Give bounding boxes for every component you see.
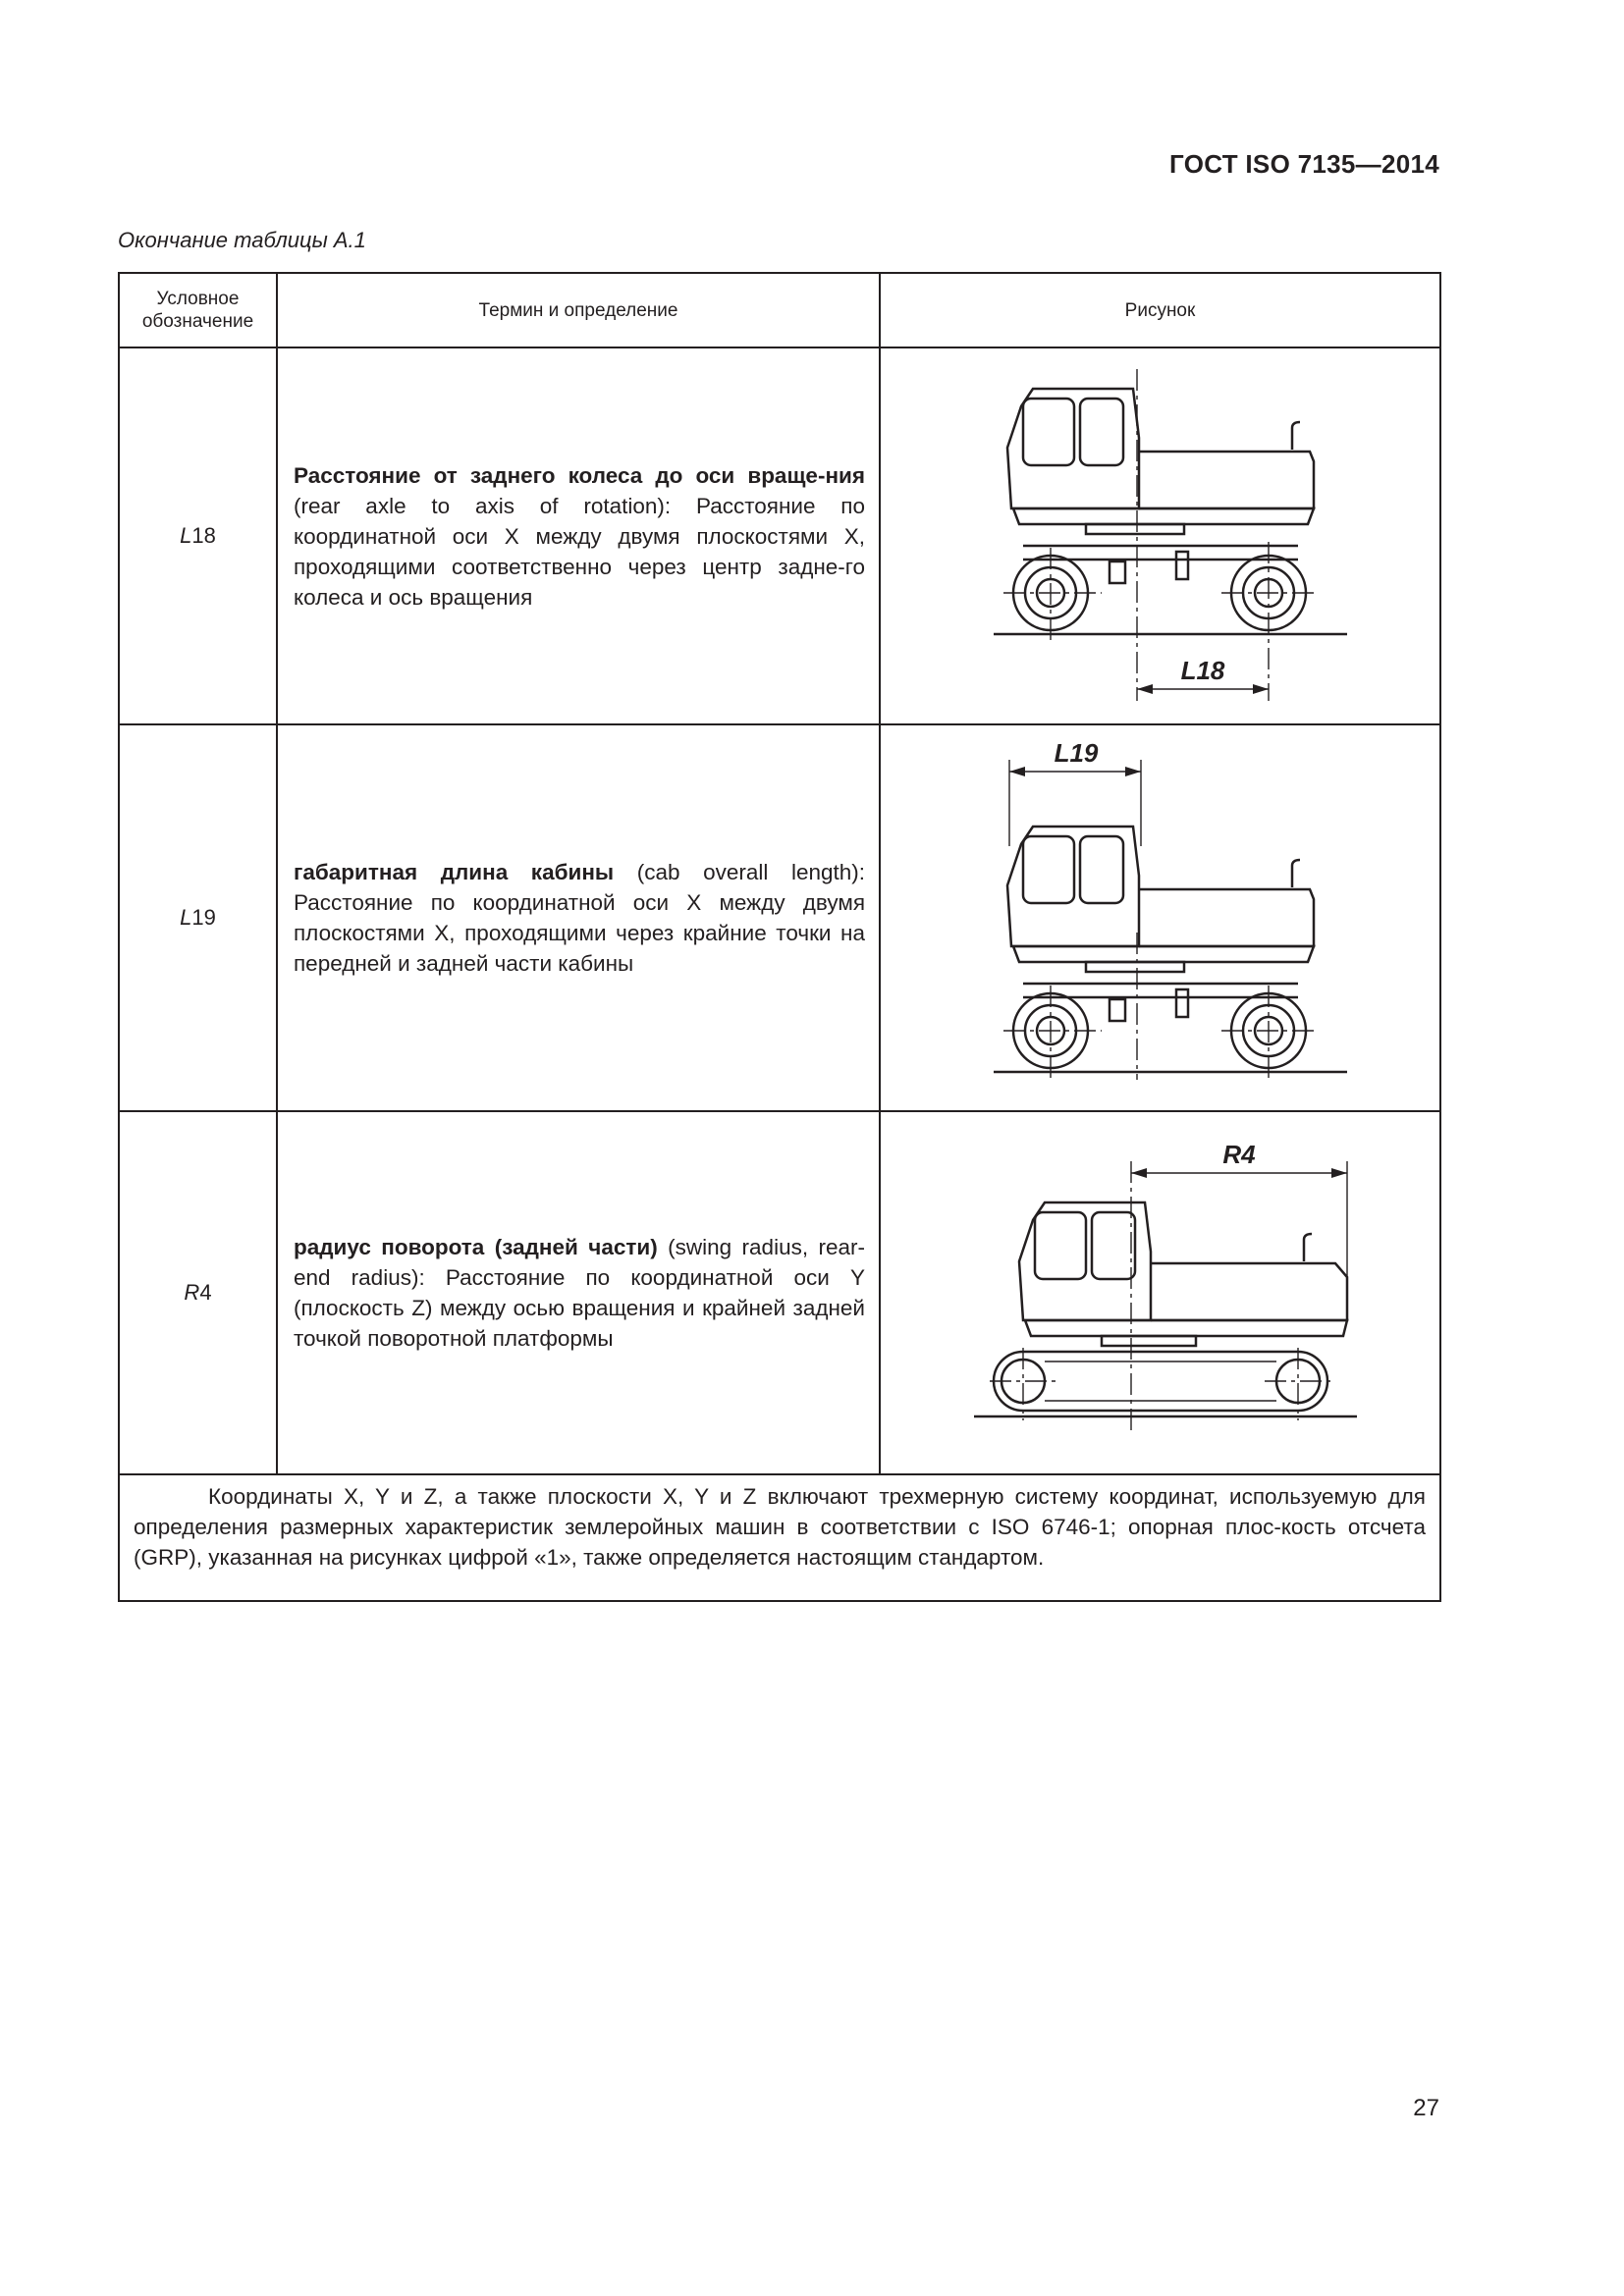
figure-wheeled-rear-axle bbox=[964, 359, 1357, 713]
exhaust-pipe bbox=[1304, 1234, 1312, 1261]
track-frame bbox=[1045, 1362, 1276, 1401]
symbol-letter: L bbox=[180, 905, 192, 930]
note-text: Координаты X, Y и Z, а также плоскости X, Y и Z включают трехмерную систему координат, используемую для определения размерных характеристик землеройных машин в соответствии с ISO 6746-1; опорная плос-кость отсчета (GRP), указанная на рисунках цифрой «1», также определяется настоящим стандартом. bbox=[134, 1484, 1426, 1570]
table-row bbox=[119, 1111, 1440, 1474]
symbol-number: 4 bbox=[199, 1280, 212, 1305]
symbol-cell bbox=[119, 724, 277, 1111]
dimension-label: R4 bbox=[1221, 1140, 1256, 1169]
term-definition: (cab overall length): Расстояние по координатной оси X между двумя плоскостями X, проходящими через крайние точки на передней и задней части кабины bbox=[294, 860, 865, 976]
exhaust-pipe bbox=[1292, 860, 1300, 887]
symbol-number: 19 bbox=[191, 905, 216, 930]
symbol-letter: L bbox=[180, 523, 192, 548]
table-note bbox=[119, 1474, 1440, 1601]
column-header-symbol bbox=[119, 273, 277, 347]
definition-cell bbox=[277, 1111, 880, 1474]
page-number: 27 bbox=[1413, 2095, 1439, 2121]
center-joint bbox=[1110, 561, 1125, 583]
cab-window-rear bbox=[1080, 399, 1123, 465]
column-header-symbol-label: Условное обозначение bbox=[141, 289, 254, 332]
term-name: Расстояние от заднего колеса до оси враще-ния bbox=[294, 462, 865, 488]
term-name: радиус поворота (задней части) bbox=[294, 1235, 658, 1259]
figure-cell bbox=[880, 724, 1440, 1111]
definition-cell bbox=[277, 347, 880, 724]
cab-window-rear bbox=[1080, 836, 1123, 903]
turntable-ring bbox=[1086, 524, 1184, 534]
upper-frame bbox=[1013, 508, 1314, 524]
term-definition: (swing radius, rear-end radius): Расстояние по координатной оси Y (плоскость Z) между осью вращения и крайней задней точкой поворотной платформы bbox=[294, 1235, 865, 1351]
turntable-ring bbox=[1086, 962, 1184, 972]
column-header-term: Термин и определение bbox=[277, 273, 880, 347]
column-header-figure: Рисунок bbox=[880, 273, 1440, 347]
symbol-letter: R bbox=[184, 1280, 200, 1305]
term-name: габаритная длина кабины bbox=[294, 860, 615, 884]
symbol-cell bbox=[119, 347, 277, 724]
dimension-label: L19 bbox=[1054, 738, 1098, 768]
upper-frame bbox=[1013, 946, 1314, 962]
support-post bbox=[1176, 989, 1188, 1017]
cab-window-rear bbox=[1092, 1212, 1135, 1279]
definitions-table bbox=[118, 272, 1441, 1602]
cab-window-front bbox=[1023, 836, 1074, 903]
support-post bbox=[1176, 552, 1188, 579]
figure-crawler-swing-radius bbox=[954, 1126, 1367, 1460]
table-row bbox=[119, 724, 1440, 1111]
exhaust-pipe bbox=[1292, 422, 1300, 450]
machine-body bbox=[1151, 1263, 1347, 1320]
term-definition: (rear axle to axis of rotation): Расстояние по координатной оси X между двумя плоскостями X, проходящими соответственно через центр задне-го колеса и ось вращения bbox=[294, 493, 865, 610]
definition-cell bbox=[277, 724, 880, 1111]
machine-body bbox=[1139, 889, 1314, 946]
upper-frame bbox=[1025, 1320, 1347, 1336]
turntable-ring bbox=[1102, 1336, 1196, 1346]
center-joint bbox=[1110, 999, 1125, 1021]
symbol-number: 18 bbox=[191, 523, 216, 548]
table-header-row bbox=[119, 273, 1440, 347]
table-note-row bbox=[119, 1474, 1440, 1601]
symbol-cell bbox=[119, 1111, 277, 1474]
dimension-label: L18 bbox=[1180, 656, 1224, 685]
machine-body bbox=[1139, 452, 1314, 508]
document-header: ГОСТ ISO 7135—2014 bbox=[1169, 149, 1439, 179]
table-row bbox=[119, 347, 1440, 724]
cab-window-front bbox=[1023, 399, 1074, 465]
cab-window-front bbox=[1035, 1212, 1086, 1279]
figure-cell bbox=[880, 347, 1440, 724]
table-caption: Окончание таблицы А.1 bbox=[118, 228, 366, 252]
figure-cell bbox=[880, 1111, 1440, 1474]
figure-wheeled-cab-length bbox=[964, 736, 1357, 1099]
